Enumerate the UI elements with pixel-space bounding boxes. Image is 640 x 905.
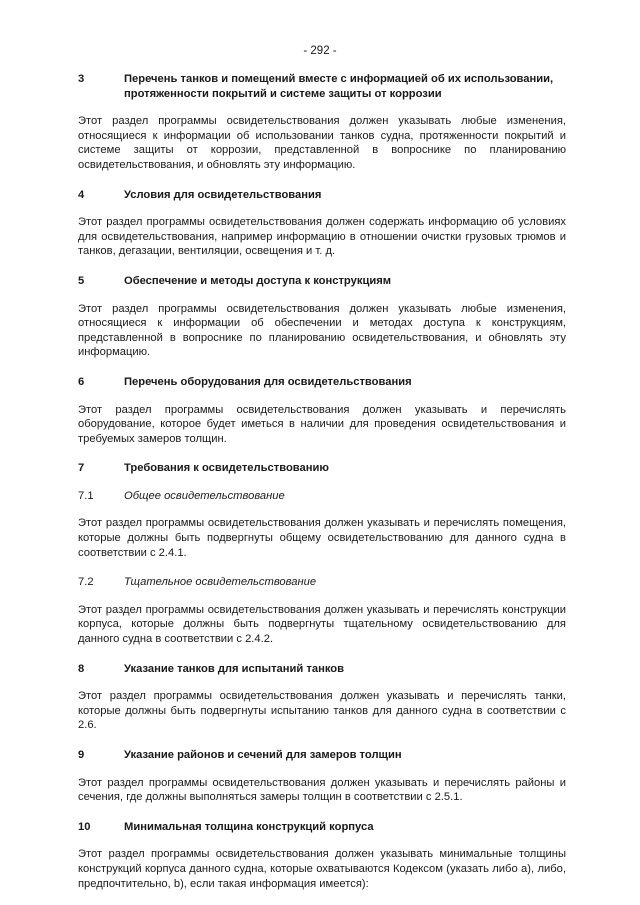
- section-number: 3: [78, 73, 85, 85]
- page-number: - 292 -: [303, 45, 337, 57]
- document-body: [78, 72, 566, 891]
- section-paragraph-3: Этот раздел программы освидетельствования должен указывать любые изменения, относящиеся к информации об использовании танков судна, протяженности покрытий и системе защиты от коррозии, представленной в вопроснике по планированию освидетельствования, и обновлять эту информацию.: [78, 115, 566, 171]
- section-heading-8: [78, 662, 566, 677]
- subsection-heading-7-2: [78, 575, 566, 590]
- section-heading-3: [78, 72, 566, 101]
- section-heading-7: [78, 461, 566, 476]
- section-heading-4: [78, 188, 566, 203]
- section-number: 9: [78, 749, 85, 761]
- section-title: Перечень оборудования для освидетельствования: [124, 375, 412, 388]
- section-paragraph-6: Этот раздел программы освидетельствования должен указывать и перечислять оборудование, которое будет иметься в наличии для проведения освидетельствования и требуемых замеров толщин.: [78, 403, 566, 445]
- section-number: 7: [78, 462, 85, 475]
- section-number: 4: [78, 188, 85, 201]
- section-title: Минимальная толщина конструкций корпуса: [124, 820, 374, 833]
- section-heading-10: [78, 820, 566, 835]
- subsection-number: 7.2: [78, 576, 94, 589]
- section-number: 10: [78, 820, 91, 833]
- section-paragraph-5: Этот раздел программы освидетельствования должен указывать любые изменения, относящиеся к информации об обеспечении и методах доступа к конструкциям, представленной в вопроснике по планированию освидетельствования, и обновлять эту информацию.: [78, 302, 566, 359]
- section-number: 5: [78, 274, 85, 287]
- section-title: Указание районов и сечений для замеров толщин: [124, 749, 402, 761]
- section-paragraph-8: Этот раздел программы освидетельствования должен указывать и перечислять танки, которые должны быть подвергнуты испытанию танков для данного судна в соответствии с 2.6.: [78, 690, 566, 732]
- section-number: 6: [78, 375, 85, 388]
- subsection-title: Тщательное освидетельствование: [124, 576, 317, 589]
- section-heading-6: [78, 375, 566, 390]
- subsection-title: Общее освидетельствование: [124, 489, 285, 502]
- section-title: Требования к освидетельствованию: [124, 462, 329, 475]
- section-paragraph-4: Этот раздел программы освидетельствования должен содержать информацию об условиях для освидетельствования, например информацию в отношении очистки грузовых трюмов и танков, дегазации, вентиляции, освещения и т. д.: [78, 216, 566, 258]
- section-title: Обеспечение и методы доступа к конструкциям: [124, 274, 392, 287]
- section-paragraph-10: Этот раздел программы освидетельствования должен указывать минимальные толщины конструкций корпуса данного судна, которые охватываются Кодексом (указать либо a), либо, предпочтительно, b), если такая информация имеется):: [78, 848, 566, 890]
- section-title: Указание танков для испытаний танков: [124, 662, 345, 675]
- section-title: Условия для освидетельствования: [124, 188, 322, 201]
- subsection-paragraph-7-2: Этот раздел программы освидетельствования должен указывать и перечислять конструкции корпуса, которые должны быть подвергнуты тщательному освидетельствованию для данного судна в соответствии с 2.4.2.: [78, 603, 566, 646]
- section-title: Перечень танков и помещений вместе с информацией об их использовании, протяженности покрытий и системе защиты от коррозии: [124, 73, 554, 100]
- section-paragraph-9: Этот раздел программы освидетельствования должен указывать и перечислять районы и сечения, где должны выполняться замеры толщин в соответствии с 2.5.1.: [78, 776, 566, 804]
- section-heading-5: [78, 274, 566, 289]
- subsection-number: 7.1: [78, 489, 94, 502]
- section-number: 8: [78, 662, 85, 675]
- subsection-heading-7-1: [78, 489, 566, 504]
- subsection-paragraph-7-1: Этот раздел программы освидетельствования должен указывать и перечислять помещения, которые должны быть подвергнуты общему освидетельствованию для данного судна в соответствии с 2.4.1.: [78, 517, 566, 559]
- section-heading-9: [78, 748, 566, 763]
